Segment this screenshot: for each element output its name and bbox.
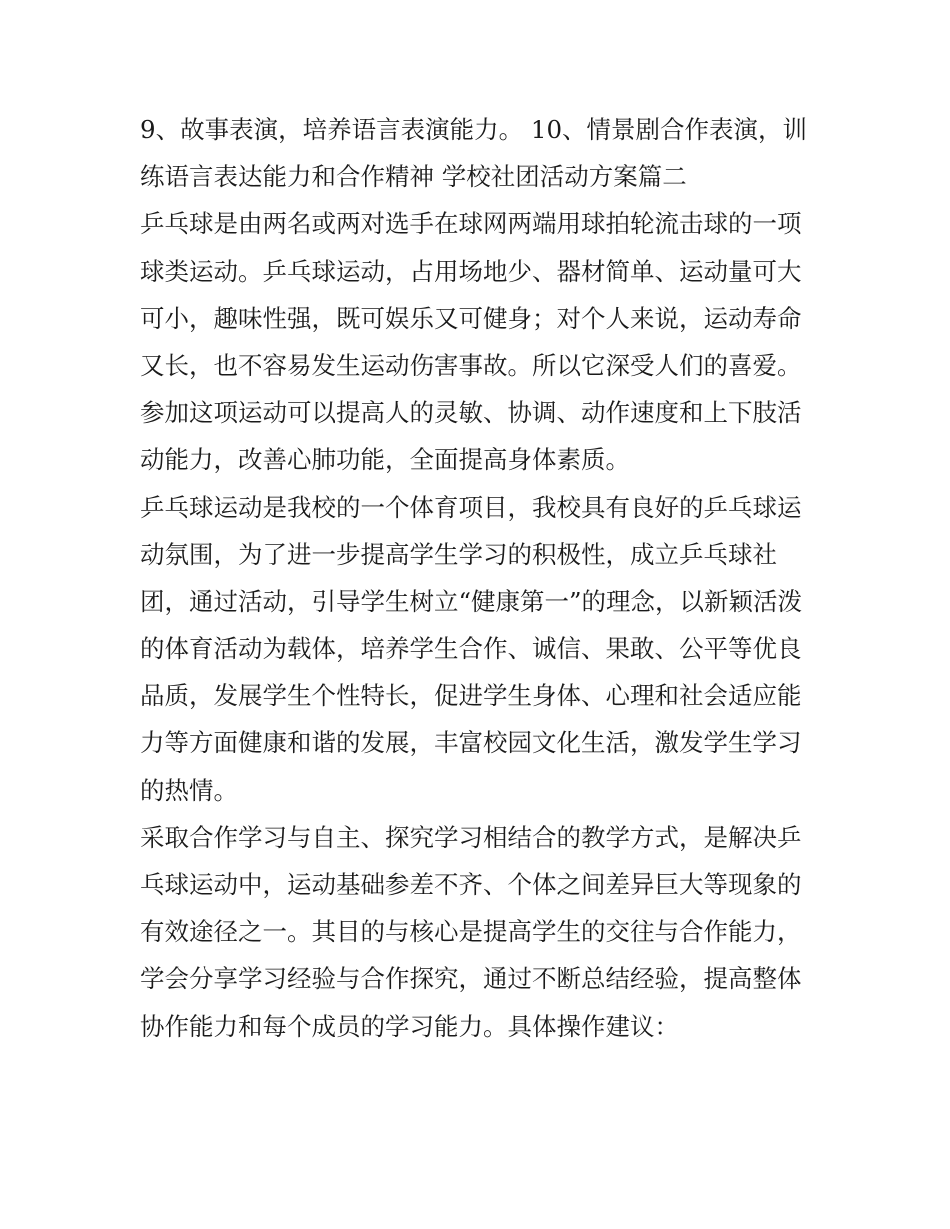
text-line: 协作能力和每个成员的学习能力。具体操作建议： (140, 1011, 679, 1041)
text-line: 品质，发展学生个性特长，促进学生身体、心理和社会适应能 (140, 681, 802, 711)
paragraph-pingpong-intro (140, 200, 820, 483)
text-line: 可小，趣味性强，既可娱乐又可健身；对个人来说，运动寿命 (140, 303, 802, 333)
text-line: 团，通过活动，引导学生树立“健康第一”的理念，以新颖活泼 (140, 586, 803, 616)
text-line: 又长，也不容易发生运动伤害事故。所以它深受人们的喜爱。 (140, 350, 802, 380)
text-line: 采取合作学习与自主、探究学习相结合的教学方式，是解决乒 (140, 822, 802, 852)
text-line: 的体育活动为载体，培养学生合作、诚信、果敢、公平等优良 (140, 634, 802, 664)
text-line: 动能力，改善心肺功能，全面提高身体素质。 (140, 445, 630, 475)
text-line: 乒乓球运动是我校的一个体育项目，我校具有良好的乒乓球运 (140, 492, 802, 522)
text-line: 练语言表达能力和合作精神 学校社团活动方案篇二 (140, 162, 687, 192)
text-line: 9、故事表演，培养语言表演能力。 10、情景剧合作表演，训 (140, 115, 808, 144)
text-line: 有效途径之一。其目的与核心是提高学生的交往与合作能力， (140, 917, 802, 947)
paragraph-teaching-method (140, 814, 820, 1050)
text-line: 的热情。 (140, 775, 238, 805)
text-line: 参加这项运动可以提高人的灵敏、协调、动作速度和上下肢活 (140, 398, 802, 428)
text-line: 动氛围，为了进一步提高学生学习的积极性，成立乒乓球社 (140, 539, 777, 569)
text-line: 球类运动。乒乓球运动，占用场地少、器材简单、运动量可大 (140, 256, 802, 286)
text-line: 乓球运动中，运动基础参差不齐、个体之间差异巨大等现象的 (140, 870, 802, 899)
paragraph-activities-end (140, 106, 820, 200)
text-line: 乒乓球是由两名或两对选手在球网两端用球拍轮流击球的一项 (140, 209, 802, 239)
document-body (140, 106, 820, 1050)
paragraph-club-purpose (140, 484, 820, 814)
text-line: 力等方面健康和谐的发展，丰富校园文化生活，激发学生学习 (140, 728, 802, 758)
text-line: 学会分享学习经验与合作探究，通过不断总结经验，提高整体 (140, 964, 802, 994)
